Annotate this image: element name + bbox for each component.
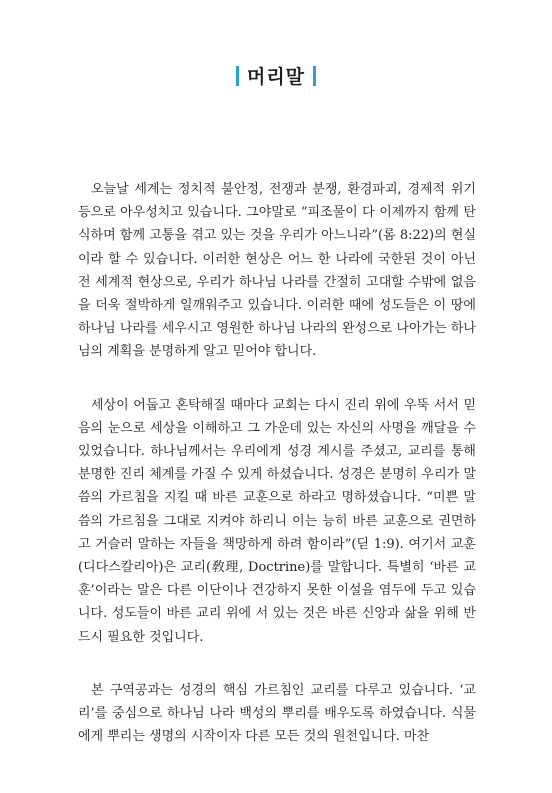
preface-body xyxy=(78,178,476,778)
title-right-bar xyxy=(313,66,316,86)
title-left-bar xyxy=(236,66,239,86)
paragraph-1: 오늘날 세계는 정치적 불안정, 전쟁과 분쟁, 환경파괴, 경제적 위기 등으로 아우성치고 있습니다. 그야말로 “피조물이 다 이제까지 함께 탄식하며 함께 고통을 겪고 있는 것을 우리가 아느니라”(롬 8:22)의 현실이라 할 수 있습니다. 이러한 현상은 어느 한 나라에 국한된 것이 아닌 전 세계적 현상으로, 우리가 하나님 나라를 간절히 고대할 수밖에 없음을 더욱 절박하게 일깨워주고 있습니다. 이러한 때에 성도들은 이 땅에 하나님 나라를 세우시고 영원한 하나님 나라의 완성으로 나아가는 하나님의 계획을 분명하게 알고 믿어야 합니다. xyxy=(78,182,476,360)
paragraph-3: 본 구역공과는 성경의 핵심 가르침인 교리를 다루고 있습니다. ‘교리’를 중심으로 하나님 나라 백성의 뿌리를 배우도록 하였습니다. 식물에게 뿌리는 생명의 시작이자 다른 모든 것의 원천입니다. 마찬 xyxy=(78,682,476,745)
paragraph-2: 세상이 어둡고 혼탁해질 때마다 교회는 다시 진리 위에 우뚝 서서 믿음의 눈으로 세상을 이해하고 그 가운데 있는 자신의 사명을 깨달을 수 있었습니다. 하나님께서는 우리에게 성경 계시를 주셨고, 교리를 통해 분명한 진리 체계를 가질 수 있게 하셨습니다. 성경은 분명히 우리가 말씀의 가르침을 지킬 때 바른 교훈으로 하라고 명하셨습니다. “미쁜 말씀의 가르침을 그대로 지켜야 하리니 이는 능히 바른 교훈으로 권면하고 거슬러 말하는 자들을 책망하게 하려 함이라”(딛 1:9). 여기서 교훈(디다스칼리아)은 교리(敎理, Doctrine)를 말합니다. 특별히 ‘바른 교훈’이라는 말은 다른 이단이나 건강하지 못한 이설을 염두에 두고 있습니다. 성도들이 바른 교리 위에 서 있는 것은 바른 신앙과 삶을 위해 반드시 필요한 것입니다. xyxy=(78,397,476,645)
page-title-text: 머리말 xyxy=(246,66,306,88)
page-title xyxy=(0,62,552,89)
